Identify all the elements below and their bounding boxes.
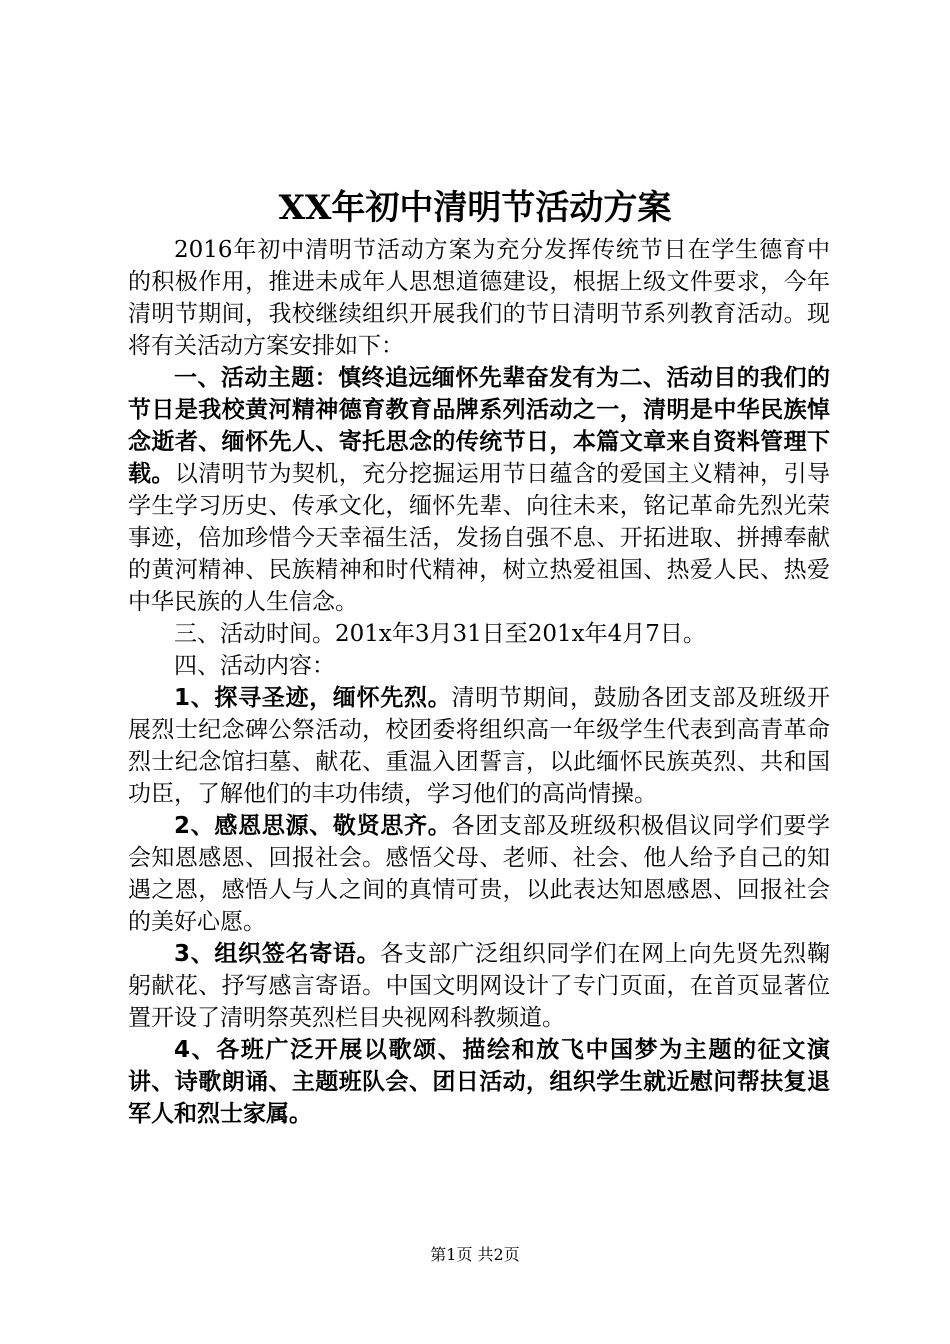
paragraph-item-2-bold: 2、感恩思源、敬贤思齐。 bbox=[174, 813, 452, 839]
paragraph-item-2 bbox=[128, 810, 830, 938]
paragraph-item-3-text: 各支部广泛组织同学们在网上向先贤先烈鞠躬献花、抒写感言寄语。中国文明网设计了专门页面，在首页显著位置开设了清明祭英烈栏目央视网科教频道。 bbox=[128, 941, 830, 1031]
paragraph-item-3 bbox=[128, 938, 830, 1034]
paragraph-theme-purpose-bold: 一、活动主题：慎终追远缅怀先辈奋发有为二、活动目的我们的节日是我校黄河精神德育教育品牌系列活动之一，清明是中华民族悼念逝者、缅怀先人、寄托思念的传统节日，本篇文章来自资料管理下载。 bbox=[128, 365, 830, 487]
paragraph-item-1-text: 清明节期间，鼓励各团支部及班级开展烈士纪念碑公祭活动，校团委将组织高一年级学生代表到高青革命烈士纪念馆扫墓、献花、重温入团誓言，以此缅怀民族英烈、共和国功臣，了解他们的丰功伟绩，学习他们的高尚情操。 bbox=[128, 685, 830, 807]
paragraph-item-1-bold: 1、探寻圣迹，缅怀先烈。 bbox=[174, 685, 452, 711]
page-footer: 第1页 共2页 bbox=[430, 1245, 520, 1264]
document-title: XX年初中清明节活动方案 bbox=[278, 188, 672, 228]
paragraph-intro: 2016年初中清明节活动方案为充分发挥传统节日在学生德育中的积极作用，推进未成年人思想道德建设，根据上级文件要求，今年清明节期间，我校继续组织开展我们的节日清明节系列教育活动。现将有关活动方案安排如下： bbox=[128, 237, 830, 359]
paragraph-item-4: 4、各班广泛开展以歌颂、描绘和放飞中国梦为主题的征文演讲、诗歌朗诵、主题班队会、团日活动，组织学生就近慰问帮扶复退军人和烈士家属。 bbox=[128, 1037, 830, 1127]
paragraph-item-2-text: 各团支部及班级积极倡议同学们要学会知恩感恩、回报社会。感悟父母、老师、社会、他人给予自己的知遇之恩，感悟人与人之间的真情可贵，以此表达知恩感恩、回报社会的美好心愿。 bbox=[128, 813, 830, 935]
paragraph-content-heading: 四、活动内容： bbox=[174, 653, 335, 679]
paragraph-theme-purpose-text: 以清明节为契机，充分挖掘运用节日蕴含的爱国主义精神，引导学生学习历史、传承文化，缅怀先辈、向往未来，铭记革命先烈光荣事迹，倍加珍惜今天幸福生活，发扬自强不息、开拓进取、拼搏奉献的黄河精神、民族精神和时代精神，树立热爱祖国、热爱人民、热爱中华民族的人生信念。 bbox=[128, 461, 831, 615]
paragraph-item-1 bbox=[128, 682, 830, 810]
paragraph-time: 三、活动时间。201x年3月31日至201x年4月7日。 bbox=[174, 621, 706, 647]
paragraph-theme-purpose bbox=[128, 362, 830, 618]
paragraph-item-3-bold: 3、组织签名寄语。 bbox=[174, 941, 381, 967]
document-body bbox=[128, 234, 830, 1130]
